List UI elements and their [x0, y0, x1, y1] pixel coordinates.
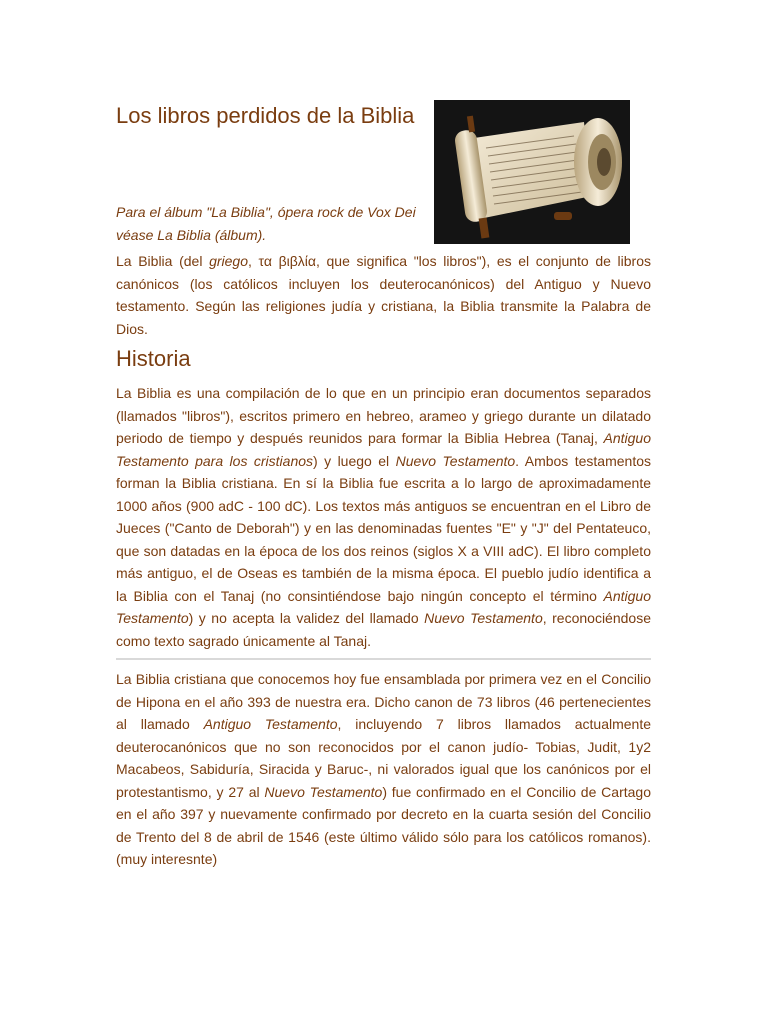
historia-p2-text-2: , incluyendo 7 libros llamados actualmente deuterocanónicos que no son reconocidos por el canon judío- Tobias, Judit, 1y2 Macabeos, Sabiduría, Siracida y Baruc-, ni valorados igual que los canónicos por el protestantismo, y 27 al	[116, 716, 652, 800]
historia-p1-em-1: Antiguo Testamento para los cristianos	[116, 430, 651, 469]
article-header	[116, 100, 651, 250]
historia-p2-em-2: Nuevo Testamento	[264, 783, 383, 800]
page-title: Los libros perdidos de la Biblia	[116, 103, 415, 128]
historia-p2-text-3: ) fue confirmado en el Concilio de Cartago en el año 397 y nuevamente confirmado por decreto en la cuarta sesión del Concilio de Trento del 8 de abril de 1546 (este último válido sólo para los católicos romanos).(muy interesnte)	[116, 783, 651, 867]
historia-paragraph-2	[116, 668, 651, 871]
document-page	[116, 100, 651, 871]
historia-paragraph-1	[116, 382, 651, 652]
bible-scroll-image	[434, 100, 630, 244]
intro-text-2: , τα βιβλία, que significa "los libros"), es el conjunto de libros canónicos (los católicos incluyen los deuterocanónicos) del Antiguo y Nuevo testamento. Según las religiones judía y cristiana, la Biblia transmite la Palabra de Dios.	[116, 253, 651, 337]
historia-p2-text-1: La Biblia cristiana que conocemos hoy fue ensamblada por primera vez en el Concilio de Hipona en el año 393 de nuestra era. Dicho canon de 73 libros (46 pertenecientes al llamado	[116, 671, 651, 732]
historia-p1-em-3: Antiguo Testamento	[116, 587, 651, 626]
intro-paragraph	[116, 250, 651, 340]
scroll-illustration	[434, 100, 630, 244]
historia-p1-em-2: Nuevo Testamento	[395, 452, 516, 469]
section-heading-historia: Historia	[116, 346, 191, 371]
historia-p1-text-3: . Ambos testamentos forman la Biblia cristiana. En sí la Biblia fue escrita a lo largo de aproximadamente 1000 años (900 adC - 100 dC). Los textos más antiguos se encuentran en el Libro de Jueces ("Canto de Deborah") y en las denominadas fuentes "E" y "J" del Pentateuco, que son datadas en la época de los dos reinos (siglos X a VIII adC). El libro completo más antiguo, el de Oseas es también de la misma época. El pueblo judío identifica a la Biblia con el Tanaj (no consintiéndose bajo ningún concepto el término	[116, 452, 652, 604]
historia-p2-em-1: Antiguo Testamento	[203, 716, 338, 732]
historia-p1-text-4: ) y no acepta la validez del llamado	[188, 610, 425, 626]
intro-text-1: La Biblia (del	[116, 253, 210, 269]
disambiguation-note: Para el álbum "La Biblia", ópera rock de Vox Dei véase La Biblia (álbum).	[116, 204, 416, 243]
historia-p1-text-2: ) y luego el	[313, 452, 396, 469]
historia-p1-text-1: La Biblia es una compilación de lo que en un principio eran documentos separados (llamados "libros"), escritos primero en hebreo, arameo y griego durante un dilatado periodo de tiempo y después reunidos para formar la Biblia Hebrea (Tanaj,	[116, 385, 651, 446]
historia-p1-em-4: Nuevo Testamento	[424, 610, 543, 626]
historia-p1-text-5: , reconociéndose como texto sagrado únicamente al Tanaj.	[116, 610, 651, 649]
intro-greek-link[interactable]: griego	[209, 253, 248, 269]
section-divider	[116, 658, 651, 660]
